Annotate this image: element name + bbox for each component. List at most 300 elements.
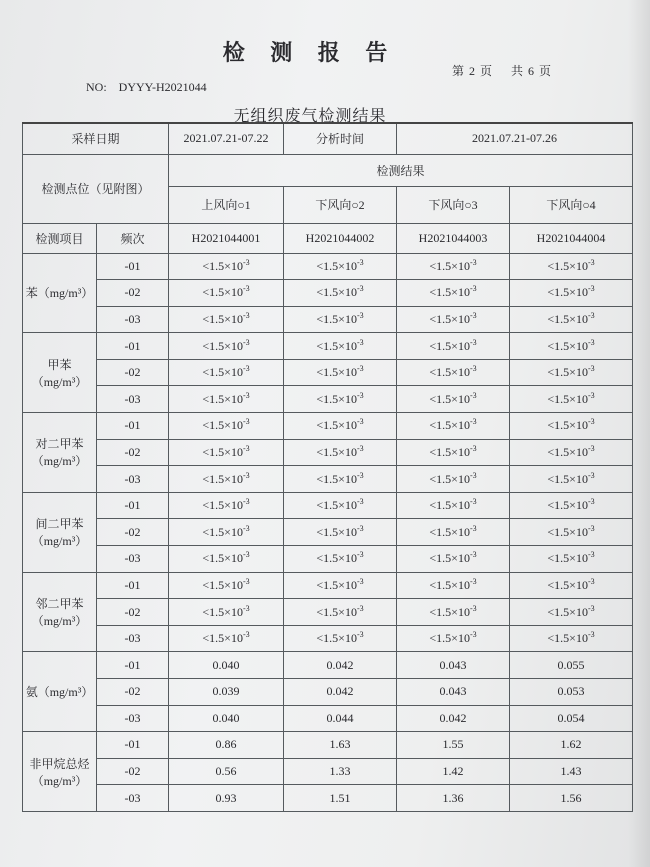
- value-cell: [284, 572, 397, 599]
- value-cell: [169, 280, 284, 307]
- value-exponent: -3: [587, 443, 595, 453]
- value-cell: [510, 280, 633, 307]
- freq-cell: -02: [97, 519, 169, 546]
- value-exponent: -3: [242, 470, 250, 480]
- item-unit-text: （mg/m³）: [31, 374, 88, 389]
- value-cell: [510, 732, 633, 759]
- value-exponent: -3: [356, 284, 364, 294]
- value-cell: [169, 652, 284, 679]
- value-cell: [510, 758, 633, 785]
- item-unit-text: （mg/m³）: [31, 534, 88, 549]
- value-cell: [397, 758, 510, 785]
- value-exponent: -3: [469, 523, 477, 533]
- sampling-date-value: 2021.07.21-07.22: [169, 123, 284, 154]
- value-cell: [284, 466, 397, 493]
- value-cell: [284, 439, 397, 466]
- value-text: <1.5×10: [547, 258, 588, 273]
- value-cell: [284, 306, 397, 333]
- value-text: 0.042: [326, 684, 354, 699]
- item-name: [23, 253, 97, 333]
- value-text: <1.5×10: [316, 311, 357, 326]
- value-exponent: -3: [587, 603, 595, 613]
- freq-label: 频次: [97, 223, 169, 253]
- results-table: [22, 122, 633, 812]
- table-row: [23, 386, 633, 413]
- value-text: <1.5×10: [202, 631, 243, 646]
- value-text: <1.5×10: [202, 524, 243, 539]
- value-text: 0.054: [557, 710, 585, 725]
- value-text: <1.5×10: [202, 577, 243, 592]
- value-cell: [284, 492, 397, 519]
- item-name-text: 甲苯: [47, 357, 72, 372]
- value-text: <1.5×10: [316, 524, 357, 539]
- value-text: 0.043: [439, 657, 467, 672]
- table-row: [23, 519, 633, 546]
- value-text: <1.5×10: [547, 418, 588, 433]
- value-cell: [284, 625, 397, 652]
- point-1: 上风向○1: [169, 186, 284, 223]
- value-cell: [169, 785, 284, 812]
- value-text: <1.5×10: [547, 338, 588, 353]
- freq-cell: -02: [97, 280, 169, 307]
- value-cell: [510, 466, 633, 493]
- freq-cell: -03: [97, 625, 169, 652]
- freq-cell: -03: [97, 546, 169, 573]
- value-cell: [397, 439, 510, 466]
- value-text: <1.5×10: [202, 365, 243, 380]
- value-exponent: -3: [242, 603, 250, 613]
- report-number-value: DYYY-H2021044: [118, 80, 207, 94]
- value-cell: [397, 546, 510, 573]
- sample-id-1: H2021044001: [169, 223, 284, 253]
- value-exponent: -3: [356, 310, 364, 320]
- table-row: [23, 546, 633, 573]
- value-cell: [510, 492, 633, 519]
- value-text: <1.5×10: [429, 551, 470, 566]
- value-cell: [284, 333, 397, 360]
- value-text: <1.5×10: [547, 444, 588, 459]
- value-text: 0.055: [557, 657, 585, 672]
- table-row: [23, 306, 633, 333]
- item-name-text: 邻二甲苯: [35, 597, 84, 612]
- value-cell: [169, 466, 284, 493]
- value-text: <1.5×10: [429, 338, 470, 353]
- value-cell: [284, 652, 397, 679]
- value-cell: [510, 306, 633, 333]
- value-cell: [284, 758, 397, 785]
- value-exponent: -3: [242, 364, 250, 374]
- value-cell: [284, 253, 397, 280]
- table-row: [23, 679, 633, 706]
- value-exponent: -3: [469, 337, 477, 347]
- item-unit-text: （mg/m³）: [31, 614, 88, 629]
- table-row: [23, 758, 633, 785]
- item-label: 检测项目: [23, 223, 97, 253]
- value-cell: [510, 386, 633, 413]
- value-text: <1.5×10: [316, 471, 357, 486]
- value-text: <1.5×10: [547, 391, 588, 406]
- value-cell: [510, 519, 633, 546]
- value-exponent: -3: [469, 310, 477, 320]
- value-text: <1.5×10: [547, 577, 588, 592]
- value-text: <1.5×10: [547, 631, 588, 646]
- freq-cell: -02: [97, 679, 169, 706]
- value-cell: [510, 439, 633, 466]
- value-cell: [169, 413, 284, 440]
- value-cell: [169, 625, 284, 652]
- value-text: 1.51: [329, 790, 351, 805]
- value-exponent: -3: [469, 390, 477, 400]
- value-exponent: -3: [356, 470, 364, 480]
- table-row: [23, 359, 633, 386]
- value-cell: [397, 625, 510, 652]
- value-cell: [510, 413, 633, 440]
- value-cell: [397, 519, 510, 546]
- value-exponent: -3: [469, 576, 477, 586]
- value-text: <1.5×10: [316, 418, 357, 433]
- value-exponent: -3: [242, 523, 250, 533]
- value-exponent: -3: [356, 576, 364, 586]
- value-cell: [510, 599, 633, 626]
- value-text: <1.5×10: [429, 631, 470, 646]
- value-exponent: -3: [469, 257, 477, 267]
- value-text: <1.5×10: [316, 444, 357, 459]
- value-exponent: -3: [587, 630, 595, 640]
- item-name: [23, 652, 97, 732]
- value-text: <1.5×10: [202, 391, 243, 406]
- freq-cell: -02: [97, 439, 169, 466]
- value-cell: [169, 732, 284, 759]
- value-cell: [169, 253, 284, 280]
- value-text: 1.56: [560, 790, 582, 805]
- value-exponent: -3: [242, 257, 250, 267]
- item-name: [23, 333, 97, 413]
- value-cell: [397, 306, 510, 333]
- value-cell: [284, 280, 397, 307]
- value-exponent: -3: [587, 257, 595, 267]
- value-text: <1.5×10: [316, 498, 357, 513]
- value-text: <1.5×10: [202, 604, 243, 619]
- value-cell: [510, 705, 633, 732]
- sample-id-2: H2021044002: [284, 223, 397, 253]
- value-exponent: -3: [242, 443, 250, 453]
- value-exponent: -3: [242, 310, 250, 320]
- value-cell: [397, 413, 510, 440]
- value-text: 0.053: [557, 684, 585, 699]
- freq-cell: -03: [97, 705, 169, 732]
- value-text: <1.5×10: [316, 551, 357, 566]
- value-cell: [169, 705, 284, 732]
- value-text: <1.5×10: [429, 577, 470, 592]
- value-text: <1.5×10: [316, 631, 357, 646]
- value-exponent: -3: [242, 390, 250, 400]
- table-row: [23, 652, 633, 679]
- freq-cell: -01: [97, 333, 169, 360]
- value-exponent: -3: [242, 497, 250, 507]
- value-text: 0.043: [439, 684, 467, 699]
- value-cell: [397, 732, 510, 759]
- item-name: [23, 572, 97, 652]
- value-cell: [397, 333, 510, 360]
- value-exponent: -3: [356, 337, 364, 347]
- value-exponent: -3: [469, 443, 477, 453]
- value-cell: [397, 705, 510, 732]
- value-text: <1.5×10: [429, 524, 470, 539]
- freq-cell: -02: [97, 599, 169, 626]
- value-text: 0.56: [215, 764, 237, 779]
- value-cell: [284, 546, 397, 573]
- item-unit-text: （mg/m³）: [31, 454, 88, 469]
- value-text: <1.5×10: [429, 418, 470, 433]
- header-row-dates: [23, 123, 633, 154]
- value-cell: [510, 679, 633, 706]
- value-text: <1.5×10: [429, 498, 470, 513]
- table-row: [23, 705, 633, 732]
- value-exponent: -3: [469, 603, 477, 613]
- freq-cell: -01: [97, 572, 169, 599]
- value-text: <1.5×10: [202, 338, 243, 353]
- value-cell: [397, 253, 510, 280]
- value-exponent: -3: [242, 417, 250, 427]
- value-exponent: -3: [356, 364, 364, 374]
- value-exponent: -3: [356, 417, 364, 427]
- value-cell: [169, 386, 284, 413]
- value-text: <1.5×10: [547, 365, 588, 380]
- value-exponent: -3: [469, 630, 477, 640]
- item-unit-text: （mg/m³）: [31, 773, 88, 788]
- table-row: [23, 599, 633, 626]
- value-text: 0.039: [212, 684, 240, 699]
- value-cell: [510, 546, 633, 573]
- value-cell: [510, 333, 633, 360]
- value-cell: [510, 625, 633, 652]
- value-exponent: -3: [356, 443, 364, 453]
- table-row: [23, 280, 633, 307]
- point-4: 下风向○4: [510, 186, 633, 223]
- value-text: 1.43: [560, 764, 582, 779]
- value-cell: [510, 359, 633, 386]
- item-name-text: 苯（mg/m³）: [25, 286, 94, 301]
- value-exponent: -3: [587, 497, 595, 507]
- value-exponent: -3: [469, 364, 477, 374]
- page-total: 共 6 页: [511, 64, 553, 78]
- value-text: <1.5×10: [316, 285, 357, 300]
- table-row: [23, 492, 633, 519]
- table-row: [23, 333, 633, 360]
- value-text: 0.042: [326, 657, 354, 672]
- freq-cell: -03: [97, 386, 169, 413]
- value-cell: [284, 705, 397, 732]
- item-name: [23, 492, 97, 572]
- value-text: 0.042: [439, 710, 467, 725]
- value-text: 1.33: [329, 764, 351, 779]
- sample-id-3: H2021044003: [397, 223, 510, 253]
- value-cell: [169, 439, 284, 466]
- value-cell: [284, 732, 397, 759]
- value-text: <1.5×10: [547, 498, 588, 513]
- value-exponent: -3: [356, 550, 364, 560]
- value-cell: [169, 679, 284, 706]
- sampling-date-label: 采样日期: [23, 123, 169, 154]
- page-number: 第 2 页: [452, 64, 494, 78]
- value-text: <1.5×10: [316, 604, 357, 619]
- freq-cell: -03: [97, 785, 169, 812]
- value-text: <1.5×10: [316, 391, 357, 406]
- value-exponent: -3: [469, 497, 477, 507]
- value-text: <1.5×10: [429, 285, 470, 300]
- value-cell: [510, 785, 633, 812]
- item-name-text: 非甲烷总烃: [29, 756, 90, 771]
- value-exponent: -3: [242, 550, 250, 560]
- value-text: 0.93: [215, 790, 237, 805]
- value-text: <1.5×10: [202, 311, 243, 326]
- value-exponent: -3: [587, 337, 595, 347]
- value-cell: [397, 785, 510, 812]
- value-text: 1.36: [442, 790, 464, 805]
- value-cell: [397, 492, 510, 519]
- table-row: [23, 253, 633, 280]
- value-exponent: -3: [242, 630, 250, 640]
- item-name: [23, 413, 97, 493]
- table-row: [23, 572, 633, 599]
- table-row: [23, 785, 633, 812]
- value-exponent: -3: [356, 630, 364, 640]
- value-cell: [169, 599, 284, 626]
- freq-cell: -03: [97, 466, 169, 493]
- value-text: <1.5×10: [547, 524, 588, 539]
- value-cell: [397, 679, 510, 706]
- value-text: <1.5×10: [202, 418, 243, 433]
- value-cell: [510, 572, 633, 599]
- value-exponent: -3: [469, 417, 477, 427]
- value-text: 0.044: [326, 710, 354, 725]
- value-cell: [397, 280, 510, 307]
- value-text: <1.5×10: [429, 365, 470, 380]
- value-exponent: -3: [356, 603, 364, 613]
- value-cell: [169, 519, 284, 546]
- value-text: 1.62: [560, 737, 582, 752]
- value-cell: [397, 572, 510, 599]
- value-exponent: -3: [587, 550, 595, 560]
- table-row: [23, 732, 633, 759]
- value-cell: [169, 333, 284, 360]
- value-text: <1.5×10: [429, 471, 470, 486]
- value-text: <1.5×10: [547, 471, 588, 486]
- value-cell: [169, 758, 284, 785]
- table-row: [23, 413, 633, 440]
- item-name-text: 间二甲苯: [35, 517, 84, 532]
- value-text: 0.040: [212, 710, 240, 725]
- item-name-text: 氨（mg/m³）: [25, 685, 94, 700]
- value-exponent: -3: [356, 390, 364, 400]
- freq-cell: -01: [97, 413, 169, 440]
- analysis-time-value: 2021.07.21-07.26: [397, 123, 633, 154]
- header-row-result: [23, 154, 633, 186]
- value-cell: [397, 386, 510, 413]
- value-text: <1.5×10: [429, 391, 470, 406]
- value-exponent: -3: [356, 523, 364, 533]
- report-number-label: NO:: [86, 80, 107, 94]
- value-exponent: -3: [587, 284, 595, 294]
- value-cell: [284, 679, 397, 706]
- value-text: 1.63: [329, 737, 351, 752]
- table-title: 无组织废气检测结果: [233, 108, 387, 125]
- value-exponent: -3: [242, 284, 250, 294]
- value-exponent: -3: [587, 364, 595, 374]
- value-exponent: -3: [469, 284, 477, 294]
- value-cell: [397, 599, 510, 626]
- item-name-text: 对二甲苯: [35, 437, 84, 452]
- page-info: [452, 62, 570, 79]
- point-2: 下风向○2: [284, 186, 397, 223]
- freq-cell: -01: [97, 253, 169, 280]
- value-text: <1.5×10: [316, 258, 357, 273]
- value-text: <1.5×10: [202, 498, 243, 513]
- value-exponent: -3: [242, 337, 250, 347]
- value-exponent: -3: [587, 310, 595, 320]
- value-cell: [510, 652, 633, 679]
- value-text: <1.5×10: [202, 471, 243, 486]
- value-cell: [284, 386, 397, 413]
- value-exponent: -3: [469, 550, 477, 560]
- point-3: 下风向○3: [397, 186, 510, 223]
- result-label: 检测结果: [169, 154, 633, 186]
- sample-id-4: H2021044004: [510, 223, 633, 253]
- freq-cell: -02: [97, 359, 169, 386]
- table-row: [23, 466, 633, 493]
- value-text: <1.5×10: [429, 258, 470, 273]
- value-text: <1.5×10: [202, 444, 243, 459]
- value-text: <1.5×10: [429, 444, 470, 459]
- table-row: [23, 625, 633, 652]
- freq-cell: -03: [97, 306, 169, 333]
- report-title: 检 测 报 告: [222, 40, 398, 65]
- value-cell: [169, 306, 284, 333]
- value-cell: [284, 785, 397, 812]
- value-cell: [284, 519, 397, 546]
- value-cell: [284, 413, 397, 440]
- value-cell: [397, 359, 510, 386]
- item-name: [23, 732, 97, 812]
- value-cell: [510, 253, 633, 280]
- value-cell: [284, 599, 397, 626]
- value-exponent: -3: [242, 576, 250, 586]
- value-cell: [397, 466, 510, 493]
- value-exponent: -3: [469, 470, 477, 480]
- value-text: <1.5×10: [429, 311, 470, 326]
- value-text: <1.5×10: [316, 338, 357, 353]
- value-exponent: -3: [356, 257, 364, 267]
- value-text: <1.5×10: [547, 285, 588, 300]
- value-text: 1.42: [442, 764, 464, 779]
- freq-cell: -01: [97, 732, 169, 759]
- value-exponent: -3: [587, 576, 595, 586]
- value-text: <1.5×10: [202, 258, 243, 273]
- value-cell: [169, 492, 284, 519]
- value-text: <1.5×10: [202, 285, 243, 300]
- value-text: <1.5×10: [547, 604, 588, 619]
- value-text: <1.5×10: [316, 577, 357, 592]
- value-exponent: -3: [587, 417, 595, 427]
- value-text: 1.55: [442, 737, 464, 752]
- table-row: [23, 439, 633, 466]
- value-exponent: -3: [587, 470, 595, 480]
- value-cell: [169, 359, 284, 386]
- value-text: <1.5×10: [202, 551, 243, 566]
- freq-cell: -01: [97, 652, 169, 679]
- report-number: [86, 80, 207, 95]
- header-row-ids: [23, 223, 633, 253]
